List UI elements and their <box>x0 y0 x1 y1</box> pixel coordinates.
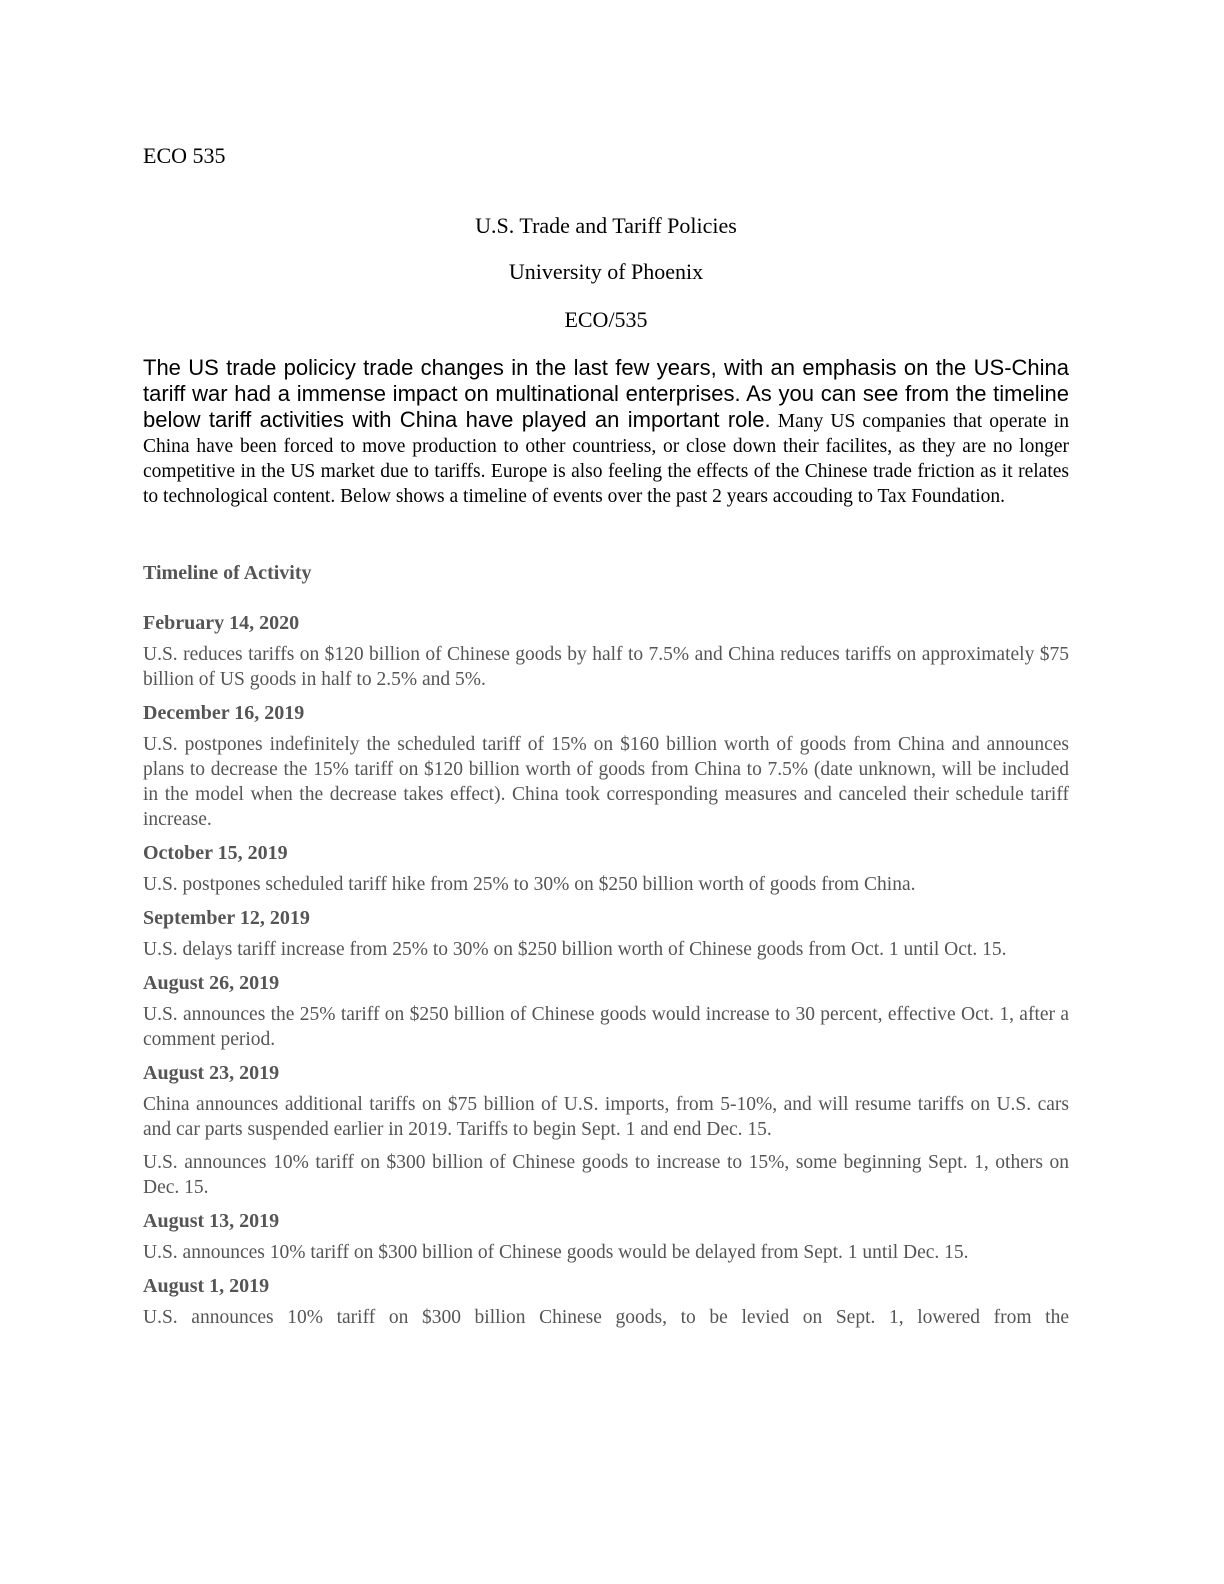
timeline-events <box>143 610 1069 1330</box>
event-description: U.S. announces the 25% tariff on $250 billion of Chinese goods would increase to 30 percent, effective Oct. 1, after a comment period. <box>143 1004 1069 1050</box>
institution-name: University of Phoenix <box>508 259 704 284</box>
event-description: U.S. postpones indefinitely the scheduled tariff of 15% on $160 billion worth of goods from China and announces plans to decrease the 15% tariff on $120 billion worth of goods from China to 7.5% (date unknown, will be included in the model when the decrease takes effect). China took corresponding measures and canceled their schedule tariff increase. <box>143 734 1069 830</box>
course-label: ECO/535 <box>564 307 648 332</box>
event-date: August 1, 2019 <box>143 1275 270 1297</box>
event-date: August 13, 2019 <box>143 1210 280 1232</box>
timeline-heading: Timeline of Activity <box>143 562 312 584</box>
event-date: December 16, 2019 <box>143 702 305 724</box>
event-description: U.S. delays tariff increase from 25% to 30% on $250 billion worth of Chinese goods from Oct. 1 until Oct. 15. <box>143 939 1007 960</box>
event-description: U.S. announces 10% tariff on $300 billion of Chinese goods to increase to 15%, some beginning Sept. 1, others on Dec. 15. <box>143 1152 1069 1198</box>
timeline-section <box>143 560 1069 1338</box>
event-date: October 15, 2019 <box>143 842 288 864</box>
event-date: August 23, 2019 <box>143 1062 280 1084</box>
event-date: August 26, 2019 <box>143 972 280 994</box>
document-title: U.S. Trade and Tariff Policies <box>475 213 737 238</box>
event-description: China announces additional tariffs on $75 billion of U.S. imports, from 5-10%, and will resume tariffs on U.S. cars and car parts suspended earlier in 2019. Tariffs to begin Sept. 1 and end Dec. 15. <box>143 1094 1069 1140</box>
event-description: U.S. postpones scheduled tariff hike from 25% to 30% on $250 billion worth of goods from China. <box>143 874 916 895</box>
event-date: September 12, 2019 <box>143 907 310 929</box>
event-description: U.S. announces 10% tariff on $300 billion of Chinese goods would be delayed from Sept. 1 until Dec. 15. <box>143 1242 969 1263</box>
course-code: ECO 535 <box>143 143 226 168</box>
intro-text-part1: The US trade policicy trade changes in the last few years, with an emphasis on the US-China tariff war had a immense impact on multinational enterprises. As you can see from the timeline below tariff activities with China have played an important role. <box>143 355 1069 432</box>
event-date: February 14, 2020 <box>143 612 300 634</box>
intro-text-part2: Many US companies that operate in China have been forced to move production to other countriess, or close down their facilites, as they are no longer competitive in the US market due to tariffs. Europe is also feeling the effects of the Chinese trade friction as it relates to technological content. Below shows a timeline of events over the past 2 years accouding to Tax Foundation. <box>143 411 1069 507</box>
event-description: U.S. reduces tariffs on $120 billion of Chinese goods by half to 7.5% and China reduces tariffs on approximately $75 billion of US goods in half to 2.5% and 5%. <box>143 644 1069 690</box>
intro-paragraph <box>143 355 1069 509</box>
event-description: U.S. announces 10% tariff on $300 billion Chinese goods, to be levied on Sept. 1, lowered from the <box>143 1307 1069 1328</box>
